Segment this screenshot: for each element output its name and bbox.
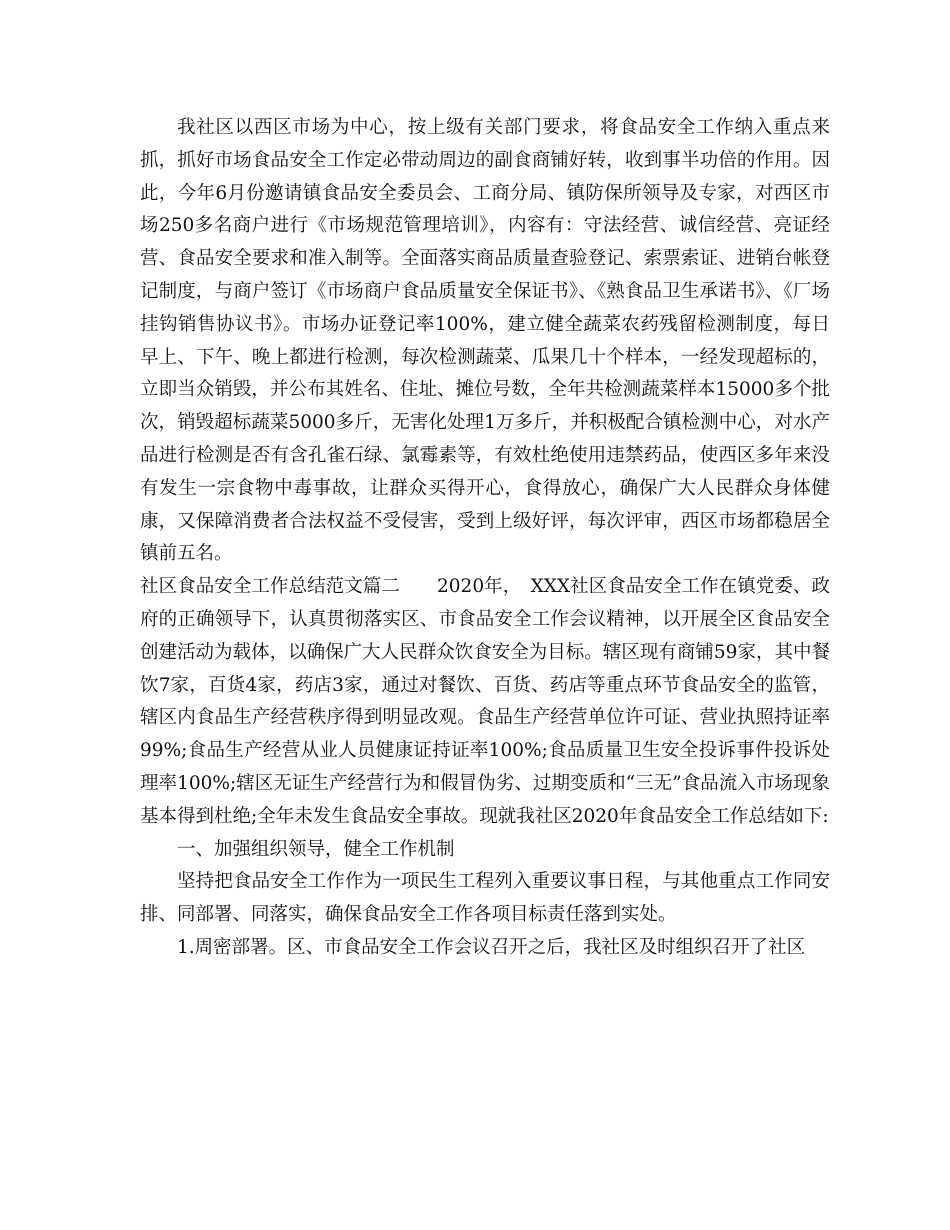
paragraph-careful-deployment: 1.周密部署。区、市食品安全工作会议召开之后，我社区及时组织召开了社区: [177, 936, 806, 958]
section-heading-organization: 一、加强组织领导，健全工作机制: [177, 838, 455, 860]
paragraph-article-two-intro: 社区食品安全工作总结范文篇二 2020年， XXX社区食品安全工作在镇党委、政府的正确领导下，认真贯彻落实区、市食品安全工作会议精神，以开展全区食品安全创建活动为载体，以确保广大人民群众饮食安全为目标。辖区现有商铺59家，其中餐饮7家，百货4家，药店3家，通过对餐饮、百货、药店等重点环节食品安全的监管，辖区内食品生产经营秩序得到明显改观。食品生产经营单位许可证、营业执照持证率99%;食品生产经营从业人员健康证持证率100%;食品质量卫生安全投诉事件投诉处理率100%;辖区无证生产经营行为和假冒伪劣、过期变质和“三无”食品流入市场现象基本得到杜绝;全年未发生食品安全事故。现就我社区2020年食品安全工作总结如下:: [140, 576, 830, 827]
paragraph-livelihood-project: 坚持把食品安全工作作为一项民生工程列入重要议事日程，与其他重点工作同安排、同部署、同落实，确保食品安全工作各项目标责任落到实处。: [140, 871, 830, 926]
paragraph-market-food-safety: 我社区以西区市场为中心，按上级有关部门要求，将食品安全工作纳入重点来抓，抓好市场食品安全工作定必带动周边的副食商铺好转，收到事半功倍的作用。因此，今年6月份邀请镇食品安全委员会、工商分局、镇防保所领导及专家，对西区市场250多名商户进行《市场规范管理培训》，内容有：守法经营、诚信经营、亮证经营、食品安全要求和准入制等。全面落实商品质量查验登记、索票索证、进销台帐登记制度，与商户签订《市场商户食品质量安全保证书》、《熟食品卫生承诺书》、《厂场挂钩销售协议书》。市场办证登记率100%，建立健全蔬菜农药残留检测制度，每日早上、下午、晚上都进行检测，每次检测蔬菜、瓜果几十个样本，一经发现超标的，立即当众销毁，并公布其姓名、住址、摊位号数，全年共检测蔬菜样本15000多个批次，销毁超标蔬菜5000多斤，无害化处理1万多斤，并积极配合镇检测中心，对水产品进行检测是否有含孔雀石绿、氯霉素等，有效杜绝使用违禁药品，使西区多年来没有发生一宗食物中毒事故，让群众买得开心，食得放心，确保广大人民群众身体健康，又保障消费者合法权益不受侵害，受到上级好评，每次评审，西区市场都稳居全镇前五名。: [140, 117, 830, 565]
document-body: [140, 112, 830, 965]
